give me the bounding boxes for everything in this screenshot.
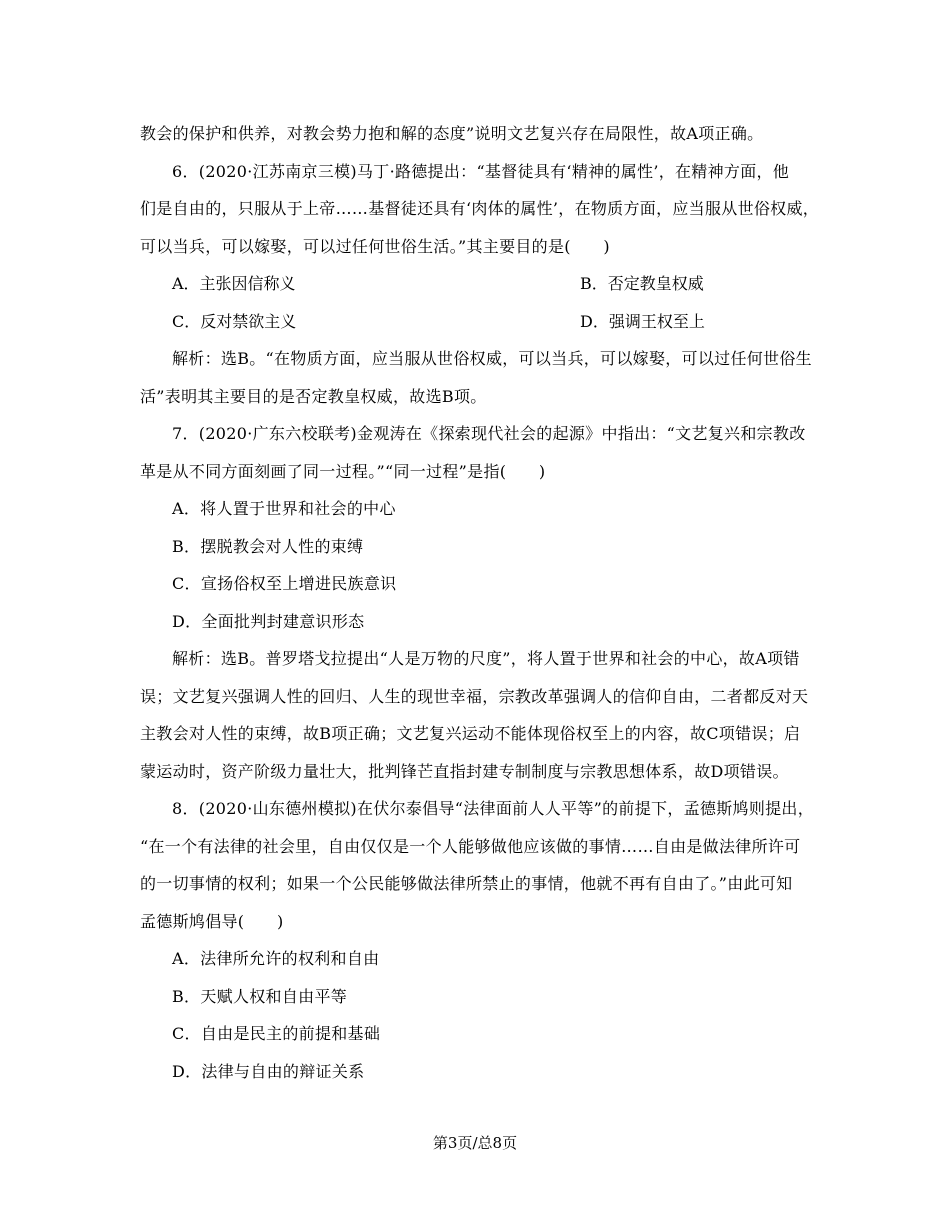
question-8-option-d: D．法律与自由的辩证关系 — [172, 1061, 365, 1081]
question-8-option-a: A．法律所允许的权利和自由 — [172, 949, 380, 968]
option-b: B．否定教皇权威 — [580, 274, 704, 293]
option-d: D．强调王权至上 — [580, 311, 705, 331]
question-6-analysis: 解析：选B。“在物质方面，应当服从世俗权威，可以当兵，可以嫁娶，可以过任何世俗生 — [172, 349, 812, 368]
page-number-footer: 第3页/总8页 — [432, 1134, 518, 1152]
question-8-stem-cont: 的一切事情的权利；如果一个公民能够做法律所禁止的事情，他就不再有自由了。”由此可知 — [140, 874, 793, 893]
question-7-analysis: 解析：选B。普罗塔戈拉提出“人是万物的尺度”，将人置于世界和社会的中心，故A项错 — [172, 649, 800, 668]
option-a: A．主张因信称义 — [172, 274, 296, 293]
question-7-option-c: C．宣扬俗权至上增进民族意识 — [172, 574, 397, 593]
question-6-analysis-cont: 活”表明其主要目的是否定教皇权威，故选B项。 — [140, 386, 487, 406]
question-7-analysis-cont: 蒙运动时，资产阶级力量壮大，批判锋芒直指封建专制制度与宗教思想体系，故D项错误。 — [140, 761, 789, 781]
question-7-analysis-cont: 主教会对人性的束缚，故B项正确；文艺复兴运动不能体现俗权至上的内容，故C项错误；启 — [140, 724, 801, 743]
question-7-option-a: A．将人置于世界和社会的中心 — [172, 499, 396, 518]
page-content — [140, 115, 820, 1090]
question-6-stem-cont: 可以当兵，可以嫁娶，可以过任何世俗生活。”其主要目的是( ) — [140, 236, 610, 256]
question-6-stem-cont: 们是自由的，只服从于上帝……基督徒还具有‘肉体的属性’，在物质方面，应当服从世俗权威， — [140, 199, 820, 218]
question-8-option-c: C．自由是民主的前提和基础 — [172, 1024, 381, 1043]
text-line: 教会的保护和供养，对教会势力抱和解的态度”说明文艺复兴存在局限性，故A项正确。 — [140, 124, 764, 143]
question-6-options-row-1 — [140, 265, 812, 303]
question-8-option-b: B．天赋人权和自由平等 — [172, 986, 348, 1006]
question-8-stem: 8．(2020·山东德州模拟)在伏尔泰倡导“法律面前人人平等”的前提下，孟德斯鸠则提出， — [172, 799, 815, 818]
question-7-analysis-cont: 误；文艺复兴强调人性的回归、人生的现世幸福，宗教改革强调人的信仰自由，二者都反对天 — [140, 686, 809, 706]
question-7-option-b: B．摆脱教会对人性的束缚 — [172, 536, 364, 556]
question-6-options-row-2 — [140, 303, 812, 341]
question-8-stem-cont: 孟德斯鸠倡导( ) — [140, 911, 284, 931]
question-7-stem: 7．(2020·广东六校联考)金观涛在《探索现代社会的起源》中指出：“文艺复兴和宗教改 — [172, 424, 806, 443]
question-7-option-d: D．全面批判封建意识形态 — [172, 611, 365, 631]
option-c: C．反对禁欲主义 — [172, 311, 297, 331]
question-6-stem: 6．(2020·江苏南京三模)马丁·路德提出：“基督徒具有‘精神的属性’，在精神方面，他 — [172, 161, 790, 181]
question-8-stem-cont: “在一个有法律的社会里，自由仅仅是一个人能够做他应该做的事情……自由是做法律所许可 — [140, 836, 801, 856]
question-7-stem-cont: 革是从不同方面刻画了同一过程。”“同一过程”是指( ) — [140, 461, 546, 481]
